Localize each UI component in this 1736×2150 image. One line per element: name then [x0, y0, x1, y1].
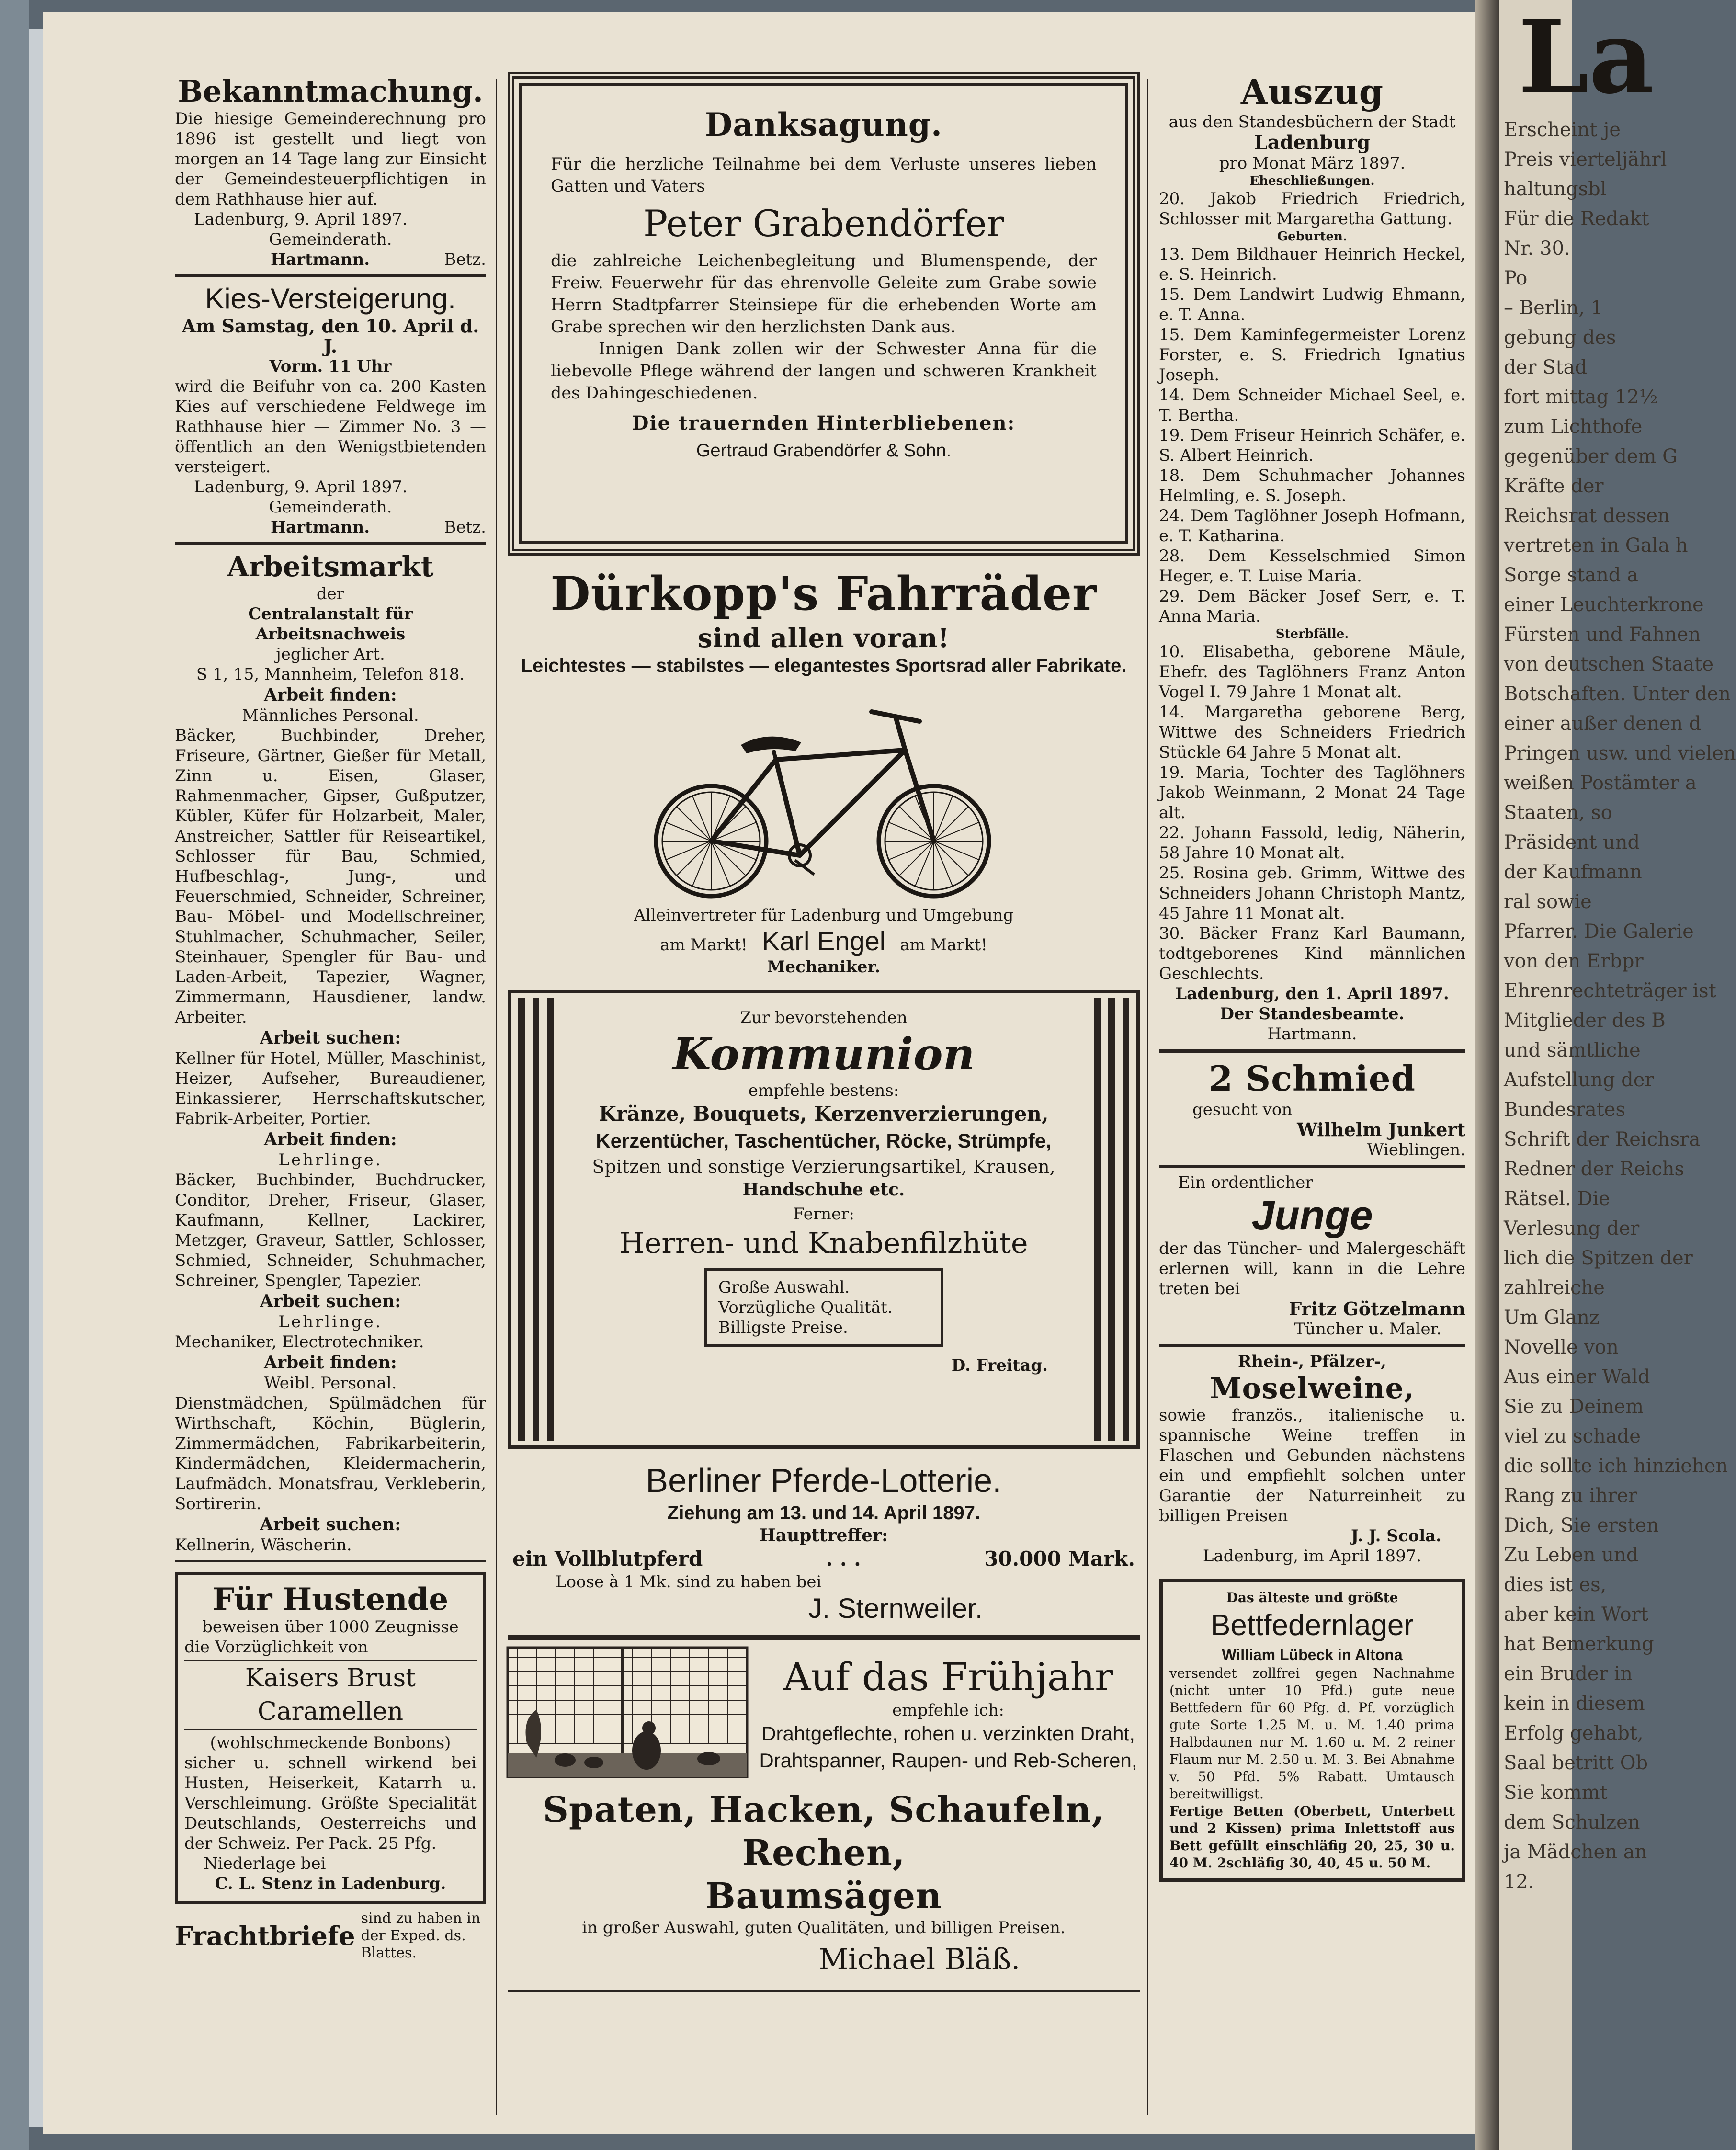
- husten-dealer: C. L. Stenz in Ladenburg.: [215, 1874, 446, 1893]
- danksagung-body: die zahlreiche Leichenbegleitung und Blumenspende, der Freiw. Feuerwehr für das ehrenvolle Geleite zum Grabe sowie Herrn Stadtpfarrer Steinsiepe für die erhebenden Worte am Grabe sprechen wir den herzlichsten Dank aus.: [551, 251, 1097, 337]
- fruehjahr-signature: Michael Bläß.: [818, 1943, 1021, 1976]
- kommunion-pre: Zur bevorstehenden: [740, 1008, 908, 1027]
- arbeitsmarkt-subheading: Männliches Personal.: [242, 706, 419, 725]
- lotterie-ad: [508, 1460, 1140, 1626]
- arbeitsmarkt-line: Centralanstalt für Arbeitsnachweis: [248, 604, 413, 644]
- next-page-line: zum Lichthofe: [1504, 416, 1643, 438]
- next-page-line: Ehrenrechteträger ist: [1504, 980, 1716, 1002]
- husten-line: die Vorzüglichkeit von: [184, 1638, 368, 1657]
- column-rule-left: [496, 79, 497, 2115]
- frachtbriefe-word: Frachtbriefe: [175, 1921, 355, 1951]
- kommunion-items: Handschuhe etc.: [742, 1180, 905, 1200]
- next-page-line: ral sowie: [1504, 891, 1592, 913]
- book-cover-edge: [0, 0, 29, 2150]
- schmied-title: 2 Schmied: [1208, 1058, 1416, 1099]
- kies-signature: Hartmann.: [271, 518, 370, 537]
- duerkopp-location-left: am Markt!: [660, 935, 748, 955]
- arbeitsmarkt-list: Kellnerin, Wäscherin.: [175, 1536, 352, 1555]
- auszug-entry: 29. Dem Bäcker Josef Serr, e. T. Anna Maria.: [1159, 587, 1465, 626]
- next-page-line: haltungsbl: [1504, 178, 1607, 200]
- arbeitsmarkt-heading: Arbeit finden:: [264, 685, 397, 705]
- lotterie-title: Berliner Pferde-Lotterie.: [646, 1462, 1002, 1499]
- next-page-line: Erscheint je: [1504, 119, 1621, 141]
- lotterie-draw: Ziehung am 13. und 14. April 1897.: [667, 1502, 981, 1524]
- next-page-line: von deutschen Staate: [1504, 653, 1714, 675]
- next-page-line: Preis vierteljährl: [1504, 148, 1667, 171]
- auszug-place-date: Ladenburg, den 1. April 1897.: [1175, 984, 1449, 1003]
- frachtbriefe-text: sind zu haben in der Exped. ds. Blattes.: [361, 1910, 481, 1961]
- next-page-line: und sämtliche: [1504, 1039, 1641, 1061]
- next-page-line: Fürsten und Fahnen: [1504, 624, 1701, 646]
- fruehjahr-recommend: empfehle ich:: [892, 1701, 1004, 1720]
- next-page-line: 12.: [1504, 1871, 1534, 1893]
- auszug-births: [1159, 244, 1465, 626]
- next-page-line: Rätsel. Die: [1504, 1188, 1610, 1210]
- next-page-line: Bundesrates: [1504, 1099, 1625, 1121]
- kommunion-quality: Große Auswahl.: [718, 1278, 850, 1297]
- auszug-entry: 22. Johann Fassold, ledig, Näherin, 58 Jahre 10 Monat alt.: [1159, 823, 1465, 863]
- kommunion-title: Kommunion: [672, 1028, 975, 1080]
- auszug-entry: 25. Rosina geb. Grimm, Wittwe des Schneiders Johann Christoph Mantz, 45 Jahre 11 Monat alt.: [1159, 864, 1465, 923]
- notice-body: Die hiesige Gemeinderechnung pro 1896 ist gestellt und liegt von morgen an 14 Tage lang zur Einsicht der Gemeindesteuerpflichtigen in dem Rathhause hier auf.: [175, 109, 486, 209]
- husten-product: Kaisers Brust Caramellen: [184, 1660, 477, 1730]
- column-rule-right: [1147, 79, 1148, 2115]
- auszug-title: Auszug: [1240, 71, 1384, 112]
- next-page-line: Po: [1504, 267, 1528, 289]
- next-page-line: Reichsrat dessen: [1504, 505, 1670, 527]
- notice-authority: Gemeinderath.: [269, 230, 392, 249]
- auszug-heading: Eheschließungen.: [1249, 174, 1375, 188]
- lotterie-loose: Loose à 1 Mk. sind zu haben bei: [556, 1572, 822, 1592]
- next-page-line: Mitglieder des B: [1504, 1010, 1666, 1032]
- next-page-line: gegenüber dem G: [1504, 445, 1678, 467]
- fruehjahr-line: in großer Auswahl, guten Qualitäten, und billigen Preisen.: [582, 1918, 1066, 1937]
- next-page-line: Um Glanz: [1504, 1307, 1600, 1329]
- duerkopp-slogan: sind allen voran!: [698, 623, 950, 653]
- auszug-sub: aus den Standesbüchern der Stadt: [1169, 113, 1456, 132]
- book-endpaper: [29, 29, 43, 2127]
- danksagung-names: Gertraud Grabendörfer & Sohn.: [696, 441, 952, 461]
- notice-signature-right: Betz.: [444, 250, 486, 269]
- next-page-line: die sollte ich hinziehen: [1504, 1455, 1728, 1477]
- duerkopp-title: Dürkopp's Fahrräder: [550, 567, 1097, 621]
- next-page-fragment: [1499, 0, 1736, 2150]
- duerkopp-dealer-name: Karl Engel: [761, 926, 886, 956]
- next-page-line: vertreten in Gala h: [1504, 535, 1688, 557]
- arbeitsmarkt-list: Mechaniker, Electrotechniker.: [175, 1332, 424, 1352]
- auszug-heading: Sterbfälle.: [1275, 627, 1349, 641]
- arbeitsmarkt-line: jeglicher Art.: [276, 645, 385, 664]
- husten-title: Für Hustende: [212, 1581, 449, 1617]
- kommunion-ad: [508, 990, 1140, 1449]
- next-page-line: aber kein Wort: [1504, 1604, 1648, 1626]
- arbeitsmarkt-heading: Arbeit suchen:: [260, 1291, 401, 1311]
- next-page-line: Pfarrer. Die Galerie: [1504, 921, 1694, 943]
- weine-place-date: Ladenburg, im April 1897.: [1203, 1547, 1422, 1566]
- auszug-entry: 15. Dem Kaminfegermeister Lorenz Forster, e. S. Friedrich Ignatius Joseph.: [1159, 325, 1465, 385]
- next-page-line: Aufstellung der: [1504, 1069, 1654, 1091]
- bettfedern-body: Fertige Betten (Oberbett, Unterbett und 2 Kissen) prima Inlettstoff aus Bett gefüllt einschläfig 20, 25, 30 u. 40 M. 2schläfig 30, 40, 45 u. 50 M.: [1169, 1803, 1455, 1871]
- next-page-lines: [1499, 115, 1736, 1897]
- bettfedern-pre: Das älteste und größte: [1226, 1590, 1398, 1605]
- notice-title: Bekanntmachung.: [178, 74, 483, 109]
- bekanntmachung-notice: [175, 74, 486, 270]
- next-page-line: Sorge stand a: [1504, 564, 1638, 586]
- next-page-line: lich die Spitzen der: [1504, 1247, 1693, 1269]
- next-page-line: Pringen usw. und vielen: [1504, 742, 1736, 764]
- duerkopp-ad: [508, 565, 1140, 977]
- next-page-line: Schrift der Reichsra: [1504, 1128, 1701, 1150]
- fruehjahr-line: Drahtspanner, Raupen- und Reb-Scheren,: [759, 1749, 1137, 1772]
- auszug-notice: [1159, 72, 1465, 1044]
- weine-name: J. J. Scola.: [1351, 1526, 1441, 1546]
- auszug-entry: 13. Dem Bildhauer Heinrich Heckel, e. S. Heinrich.: [1159, 245, 1465, 284]
- next-page-line: Präsident und: [1504, 831, 1640, 853]
- danksagung-intro: Für die herzliche Teilnahme bei dem Verluste unseres lieben Gatten und Vaters: [551, 155, 1097, 196]
- danksagung-title: Danksagung.: [705, 106, 942, 143]
- auszug-entry: 15. Dem Landwirt Ludwig Ehmann, e. T. Anna.: [1159, 285, 1465, 324]
- next-page-line: dem Schulzen: [1504, 1811, 1640, 1833]
- arbeitsmarkt-heading: Arbeit suchen:: [260, 1514, 401, 1535]
- kommunion-signature: D. Freitag.: [951, 1356, 1048, 1375]
- auszug-city: Ladenburg: [1254, 131, 1371, 154]
- next-page-line: gebung des: [1504, 327, 1616, 349]
- auszug-deaths: [1159, 642, 1465, 984]
- husten-body: sicher u. schnell wirkend bei Husten, Heiserkeit, Katarrh u. Verschleimung. Größte Specialität Deutschlands, Oesterreichs und der Schweiz. Per Pack. 25 Pfg.: [184, 1753, 477, 1853]
- next-page-line: Staaten, so: [1504, 802, 1612, 824]
- auszug-entry: 10. Elisabetha, geborene Mäule, Ehefr. des Taglöhners Franz Anton Vogel I. 79 Jahre 1 Monat alt.: [1159, 642, 1465, 702]
- arbeitsmarkt-list: Bäcker, Buchbinder, Buchdrucker, Conditor, Dreher, Friseur, Glaser, Kaufmann, Kellner, Lackirer, Metzger, Graveur, Sattler, Schlosser, Schmied, Schneider, Schuhmacher, Schreiner, Spengler, Tapezier.: [175, 1171, 486, 1290]
- auszug-signature: Hartmann.: [1267, 1024, 1357, 1044]
- bettfedern-ad: [1159, 1579, 1465, 1882]
- next-page-line: Zu Leben und: [1504, 1544, 1639, 1566]
- kommunion-hats: Herren- und Knabenfilzhüte: [619, 1227, 1028, 1260]
- kies-date: Am Samstag, den 10. April d. J.: [182, 315, 479, 357]
- next-page-line: ja Mädchen an: [1504, 1841, 1647, 1863]
- fruehjahr-tools: Spaten, Hacken, Schaufeln, Rechen,: [543, 1789, 1105, 1874]
- kommunion-ferner: Ferner:: [793, 1205, 854, 1224]
- husten-ad: [175, 1572, 486, 1904]
- auszug-entry: 14. Dem Schneider Michael Seel, e. T. Bertha.: [1159, 386, 1465, 425]
- weine-body: sowie französ., italienische u. spannische Weine treffen in Flaschen und Gebunden nächstens ein und empfiehlt solchen unter Garantie der Naturreinheit zu billigen Preisen: [1159, 1406, 1465, 1525]
- auszug-entry: 20. Jakob Friedrich Friedrich, Schlosser mit Margaretha Gattung.: [1159, 189, 1465, 228]
- kommunion-items: Kränze, Bouquets, Kerzenverzierungen,: [599, 1102, 1049, 1126]
- danksagung-name: Peter Grabendörfer: [643, 202, 1004, 245]
- kommunion-items: Spitzen und sonstige Verzierungsartikel, Krausen,: [592, 1156, 1055, 1177]
- bicycle-illustration: [508, 678, 1140, 903]
- next-page-line: Kräfte der: [1504, 475, 1604, 497]
- next-page-line: der Kaufmann: [1504, 861, 1642, 883]
- auszug-entry: 18. Dem Schuhmacher Johannes Helmling, e. S. Joseph.: [1159, 466, 1465, 505]
- next-page-line: Redner der Reichs: [1504, 1158, 1685, 1180]
- next-page-line: – Berlin, 1: [1504, 297, 1603, 319]
- kommunion-quality: Vorzügliche Qualität.: [718, 1298, 893, 1317]
- junge-name: Fritz Götzelmann: [1289, 1298, 1465, 1320]
- duerkopp-location-right: am Markt!: [900, 935, 987, 955]
- auszug-entry: 19. Maria, Tochter des Taglöhners Jakob Weinmann, 2 Monat 24 Tage alt.: [1159, 763, 1465, 822]
- wire-fence-illustration: [508, 1648, 747, 1777]
- fruehjahr-title: Auf das Frühjahr: [783, 1655, 1113, 1699]
- next-page-line: weißen Postämter a: [1504, 772, 1697, 794]
- junge-title: Junge: [1251, 1193, 1373, 1239]
- next-page-line: Saal betritt Ob: [1504, 1752, 1648, 1774]
- next-page-line: dies ist es,: [1504, 1574, 1607, 1596]
- next-page-masthead: La: [1518, 0, 1654, 116]
- arbeitsmarkt-subheading: Lehrlinge.: [278, 1150, 383, 1170]
- fruehjahr-ad: [508, 1645, 1140, 1992]
- arbeitsmarkt-title: Arbeitsmarkt: [227, 550, 434, 583]
- kies-time: Vorm. 11 Uhr: [269, 357, 392, 376]
- arbeitsmarkt-heading: Arbeit finden:: [264, 1353, 397, 1373]
- lotterie-dots: . . .: [826, 1547, 861, 1570]
- kies-title: Kies-Versteigerung.: [205, 283, 456, 315]
- next-page-line: Sie kommt: [1504, 1782, 1608, 1804]
- next-page-line: Nr. 30.: [1504, 238, 1570, 260]
- kies-notice: [175, 282, 486, 537]
- next-page-line: der Stad: [1504, 356, 1588, 378]
- next-page-line: kein in diesem: [1504, 1693, 1645, 1715]
- notice-signature: Hartmann.: [271, 250, 370, 269]
- schmied-sought: gesucht von: [1192, 1100, 1293, 1119]
- auszug-entry: 24. Dem Taglöhner Joseph Hofmann, e. T. Katharina.: [1159, 506, 1465, 546]
- auszug-month: pro Monat März 1897.: [1219, 154, 1406, 173]
- next-page-line: zahlreiche: [1504, 1277, 1605, 1299]
- column-3: [1159, 72, 1465, 1882]
- kommunion-recommend: empfehle bestens:: [748, 1081, 899, 1100]
- next-page-line: Verlesung der: [1504, 1217, 1640, 1240]
- kommunion-items: Kerzentücher, Taschentücher, Röcke, Strümpfe,: [596, 1129, 1052, 1152]
- next-page-line: ein Bruder in: [1504, 1663, 1633, 1685]
- kies-authority: Gemeinderath.: [269, 498, 392, 517]
- lotterie-main-prize-label: Haupttreffer:: [759, 1525, 888, 1546]
- lotterie-prize: ein Vollblutpferd: [512, 1547, 703, 1570]
- next-page-line: viel zu schade: [1504, 1425, 1641, 1447]
- husten-depot: Niederlage bei: [204, 1854, 326, 1873]
- arbeitsmarkt-list: Kellner für Hotel, Müller, Maschinist, Heizer, Aufseher, Bureaudiener, Einkassierer, Herrschaftskutscher, Fabrik-Arbeiter, Portier.: [175, 1049, 486, 1128]
- husten-line: (wohlschmeckende Bonbons): [210, 1733, 451, 1752]
- next-page-line: Erfolg gehabt,: [1504, 1722, 1644, 1744]
- next-page-line: von den Erbpr: [1504, 950, 1644, 972]
- next-page-line: Für die Redakt: [1504, 208, 1649, 230]
- arbeitsmarkt-subheading: Weibl. Personal.: [264, 1374, 397, 1393]
- arbeitsmarkt-list: Dienstmädchen, Spülmädchen für Wirthschaft, Köchin, Büglerin, Zimmermädchen, Fabrikarbeiterin, Kindermädchen, Kleidermacherin, Laufmädch. Monatsfrau, Verkleberin, Sortirerin.: [175, 1394, 486, 1513]
- next-page-line: Aus einer Wald: [1504, 1366, 1650, 1388]
- junge-pre: Ein ordentlicher: [1178, 1173, 1313, 1192]
- arbeitsmarkt-heading: Arbeit suchen:: [260, 1028, 401, 1048]
- lotterie-seller: J. Sternweiler.: [808, 1593, 983, 1624]
- next-page-line: Novelle von: [1504, 1336, 1619, 1358]
- weine-ad: [1159, 1352, 1465, 1566]
- schmied-name: Wilhelm Junkert: [1297, 1119, 1465, 1140]
- arbeitsmarkt-notice: [175, 549, 486, 1555]
- fruehjahr-tools: Baumsägen: [705, 1876, 942, 1917]
- next-page-line: fort mittag 12½: [1504, 386, 1658, 408]
- kommunion-quality: Billigste Preise.: [718, 1318, 848, 1337]
- bettfedern-body: versendet zollfrei gegen Nachnahme (nicht unter 10 Pfd.) gute neue Bettfedern für 60 Pfg. d. Pf. vorzüglich gute Sorte 1.25 M. u. M. 1.40 prima Halbdaunen nur M. 1.60 u. M. 2 reiner Flaum nur M. 2.50 u. M. 3. Bei Abnahme v. 50 Pfd. 5% Rabatt. Umtausch bereitwilligst.: [1169, 1665, 1455, 1802]
- auszug-marriages: [1159, 189, 1465, 229]
- auszug-office: Der Standesbeamte.: [1220, 1004, 1405, 1024]
- arbeitsmarkt-subheading: Lehrlinge.: [278, 1312, 383, 1331]
- next-page-line: Dich, Sie ersten: [1504, 1514, 1659, 1536]
- newspaper-page: [43, 12, 1494, 2134]
- duerkopp-trade: Mechaniker.: [767, 957, 881, 977]
- bettfedern-title: Bettfedernlager: [1211, 1609, 1414, 1642]
- duerkopp-agent: Alleinvertreter für Ladenburg und Umgebung: [634, 906, 1014, 925]
- auszug-entry: 14. Margaretha geborene Berg, Wittwe des Schneiders Friedrich Stückle 64 Jahre 5 Monat alt.: [1159, 703, 1465, 762]
- notice-place-date: Ladenburg, 9. April 1897.: [194, 210, 408, 229]
- junge-ad: [1159, 1172, 1465, 1339]
- column-1: [175, 74, 486, 1962]
- next-page-line: einer Leuchterkrone: [1504, 594, 1704, 616]
- junge-trade: Tüncher u. Maler.: [1294, 1320, 1441, 1339]
- bettfedern-firm: William Lübeck in Altona: [1222, 1646, 1403, 1663]
- arbeitsmarkt-address: S 1, 15, Mannheim, Telefon 818.: [196, 665, 465, 684]
- column-2: [508, 72, 1140, 1992]
- auszug-heading: Geburten.: [1277, 229, 1348, 244]
- schmied-ad: [1159, 1058, 1465, 1160]
- duerkopp-tagline: Leichtestes — stabilstes — elegantestes Sportsrad aller Fabrikate.: [521, 655, 1127, 676]
- next-page-line: hat Bemerkung: [1504, 1633, 1654, 1655]
- danksagung-ad: [508, 72, 1140, 556]
- lotterie-prize-value: 30.000 Mark.: [984, 1547, 1135, 1570]
- weine-title: Moselweine,: [1210, 1372, 1415, 1405]
- fruehjahr-line: Drahtgeflechte, rohen u. verzinkten Draht,: [761, 1722, 1135, 1745]
- auszug-entry: 30. Bäcker Franz Karl Baumann, todtgeborenes Kind männlichen Geschlechts.: [1159, 924, 1465, 983]
- next-page-line: Rang zu ihrer: [1504, 1485, 1637, 1507]
- kies-place-date: Ladenburg, 9. April 1897.: [194, 478, 408, 497]
- next-page-line: Sie zu Deinem: [1504, 1396, 1644, 1418]
- next-page-line: Botschaften. Unter den: [1504, 683, 1731, 705]
- arbeitsmarkt-list: Bäcker, Buchbinder, Dreher, Friseure, Gärtner, Gießer für Metall, Zinn u. Eisen, Glaser, Rahmenmacher, Gipser, Gußputzer, Kübler, Küfer für Holzarbeit, Maler, Anstreicher, Sattler für Reiseartikel, Schlosser für Bau, Schmied, Hufbeschlag-, Jung-, und Feuerschmied, Schneider, Schreiner, Bau- Möbel- und Modellschreiner, Stuhlmacher, Schuhmacher, Seiler, Steinhauer, Spengler für Bau- und Laden-Arbeit, Tapezier, Wagner, Zimmermann, Hausdiener, landw. Arbeiter.: [175, 726, 486, 1027]
- danksagung-mourners: Die trauernden Hinterbliebenen:: [632, 412, 1016, 434]
- auszug-entry: 19. Dem Friseur Heinrich Schäfer, e. S. Albert Heinrich.: [1159, 426, 1465, 465]
- schmied-place: Wieblingen.: [1367, 1140, 1465, 1160]
- junge-body: der das Tüncher- und Malergeschäft erlernen will, kann in die Lehre treten bei: [1159, 1239, 1465, 1298]
- arbeitsmarkt-heading: Arbeit finden:: [264, 1129, 397, 1149]
- kies-body: wird die Beifuhr von ca. 200 Kasten Kies auf verschiedene Feldwege im Rathhause hier — Zimmer No. 3 — öffentlich an den Wenigstbietenden versteigert.: [175, 377, 486, 477]
- kies-signature-right: Betz.: [444, 518, 486, 537]
- frachtbriefe-ad: [175, 1910, 486, 1962]
- arbeitsmarkt-line: der: [316, 584, 345, 603]
- husten-line: beweisen über 1000 Zeugnisse: [202, 1617, 459, 1637]
- danksagung-body: Innigen Dank zollen wir der Schwester Anna für die liebevolle Pflege während der langen und schweren Krankheit des Dahingeschiedenen.: [551, 340, 1097, 403]
- weine-pre: Rhein-, Pfälzer-,: [1238, 1352, 1386, 1371]
- next-page-line: einer außer denen d: [1504, 713, 1702, 735]
- auszug-entry: 28. Dem Kesselschmied Simon Heger, e. T. Luise Maria.: [1159, 546, 1465, 586]
